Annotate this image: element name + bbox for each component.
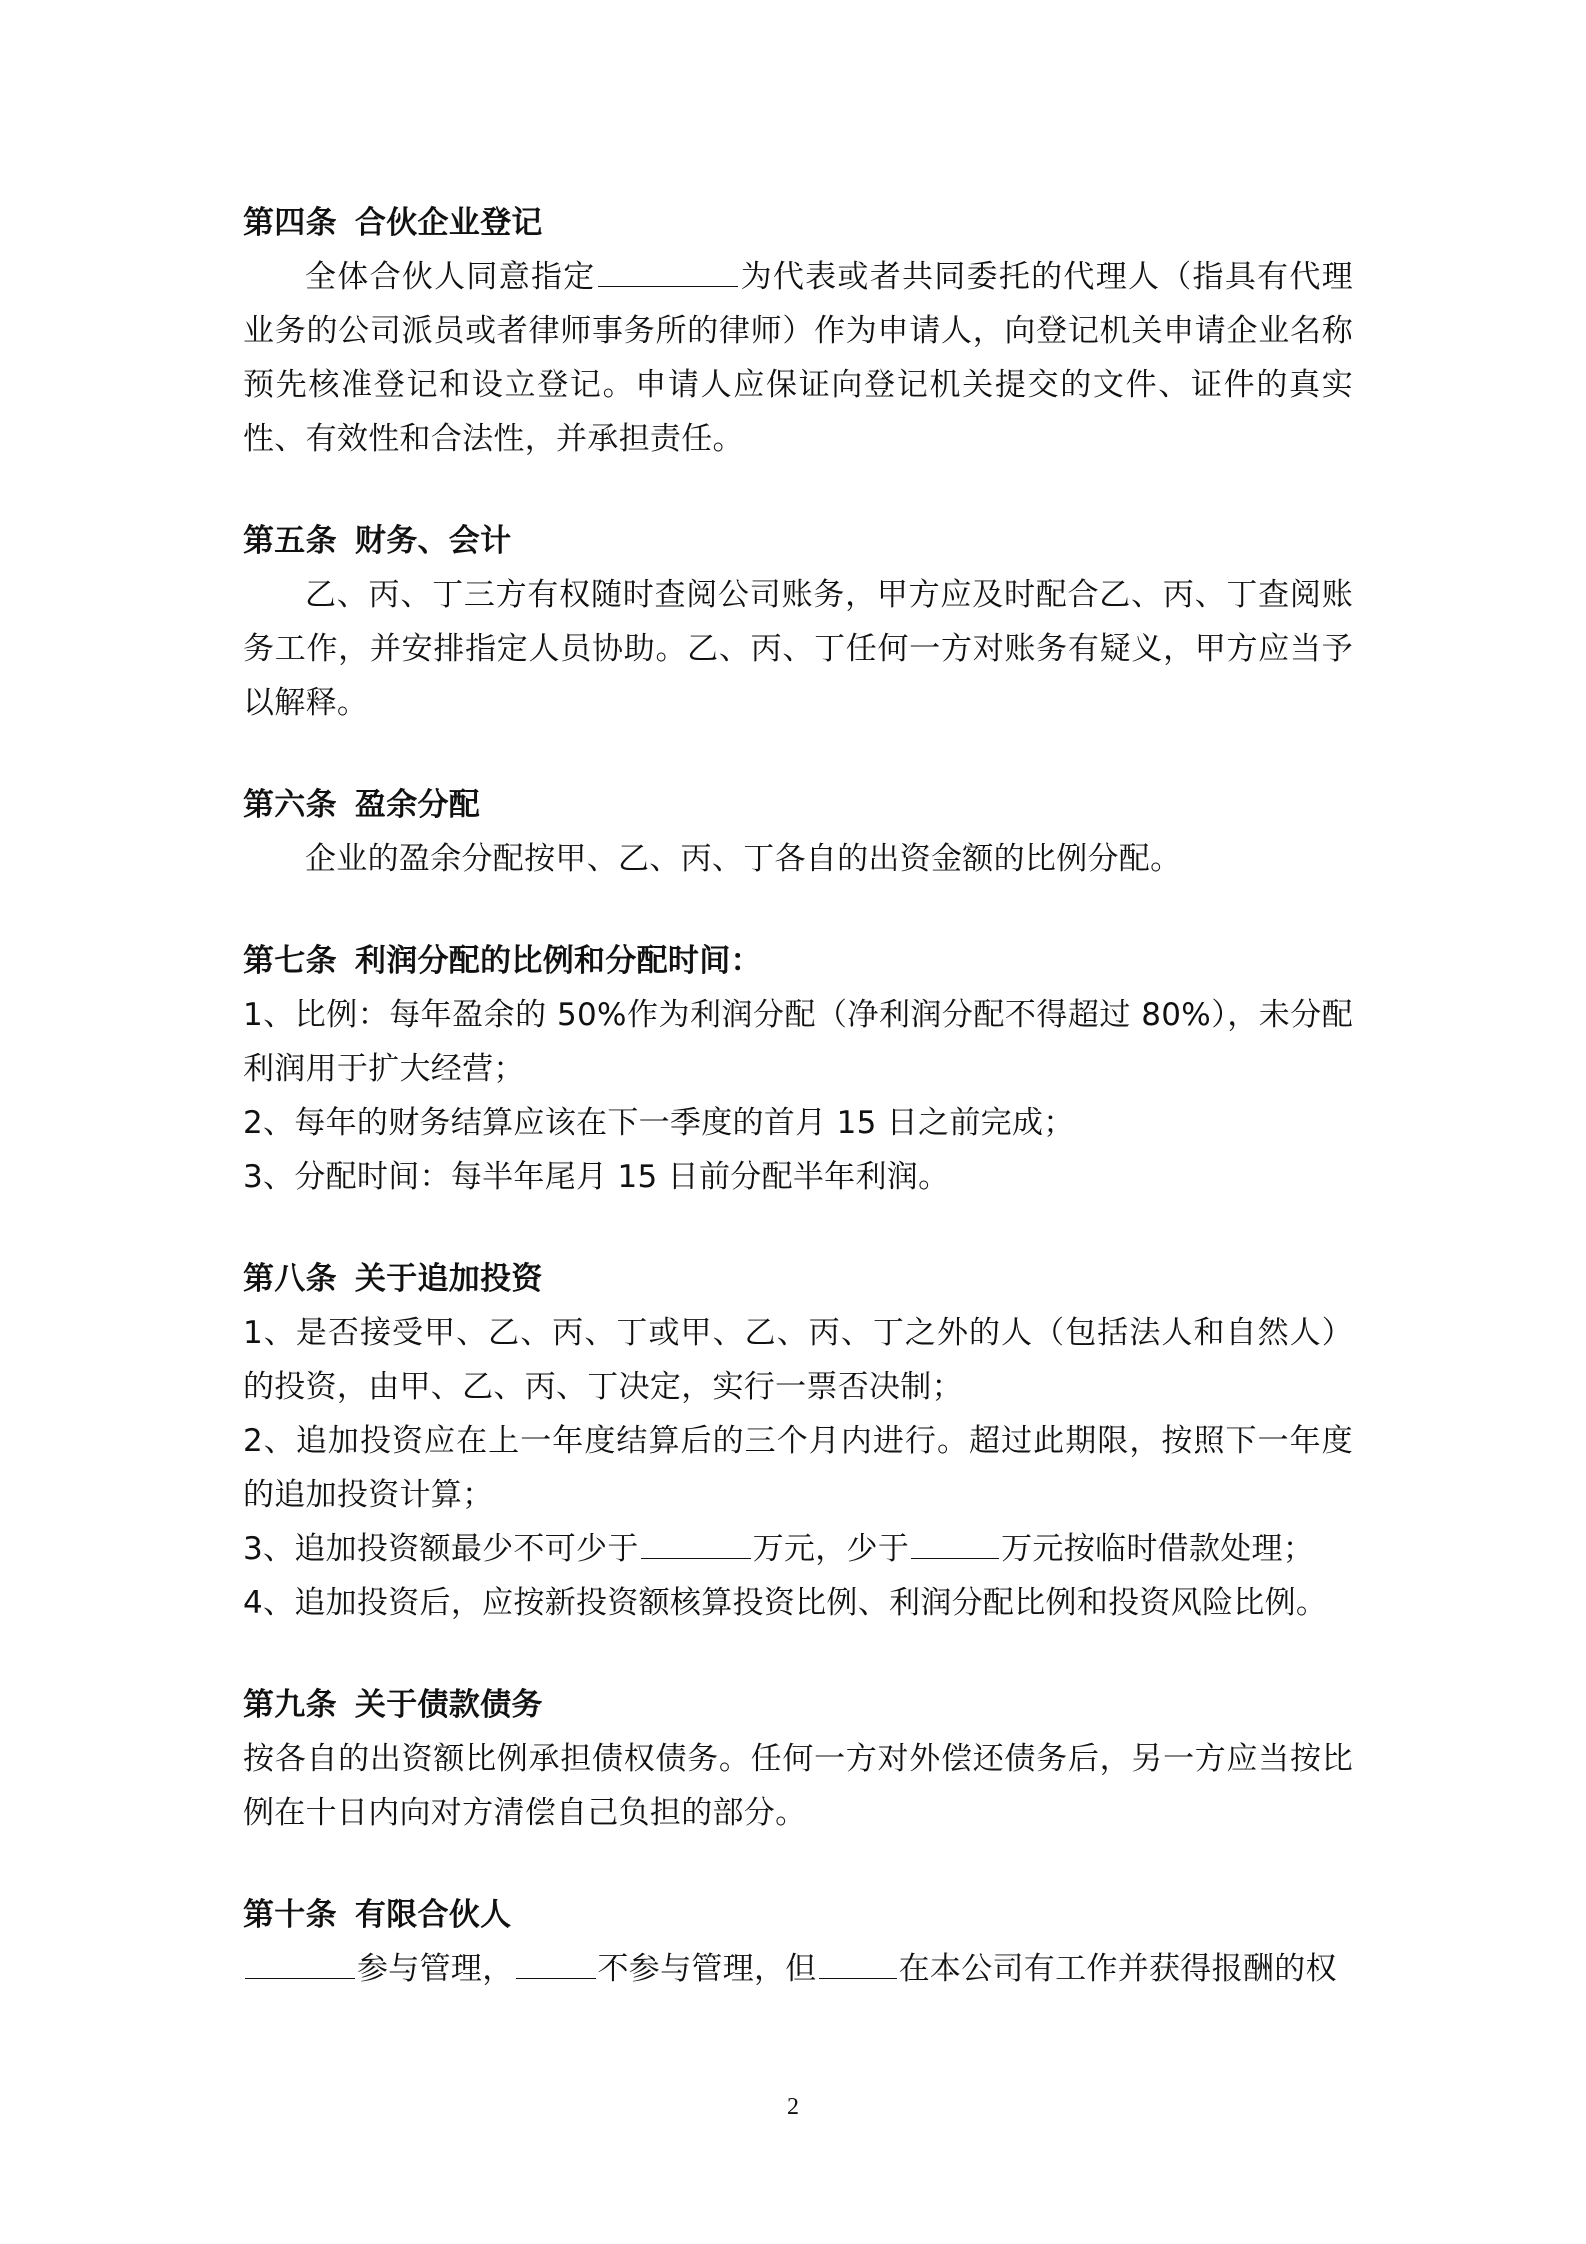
article-4 [243,196,1353,466]
list-item: 3、分配时间：每半年尾月 15 日前分配半年利润。 [243,1159,950,1195]
article-heading [243,934,1353,988]
article-title: 盈余分配 [354,787,481,823]
article-title: 关于债款债务 [354,1687,543,1723]
article-title: 利润分配的比例和分配时间： [354,943,762,979]
article-heading [243,1678,1353,1732]
article-heading [243,196,1353,250]
list-item: 1、是否接受甲、乙、丙、丁或甲、乙、丙、丁之外的人（包括法人和自然人）的投资，由甲、乙、丙、丁决定，实行一票否决制； [243,1315,1353,1405]
article-paragraph: 全体合伙人同意指定 为代表或者共同委托的代理人（指具有代理业务的公司派员或者律师事务所的律师）作为申请人，向登记机关申请企业名称预先核准登记和设立登记。申请人应保证向登记机关提交的文件、证件的真实性、有效性和合法性，并承担责任。 [243,259,1354,457]
article-paragraph: 企业的盈余分配按甲、乙、丙、丁各自的出资金额的比例分配。 [305,841,1182,877]
article-number: 第四条 [243,205,337,241]
article-title: 财务、会计 [354,523,512,559]
list-item: 2、追加投资应在上一年度结算后的三个月内进行。超过此期限，按照下一年度的追加投资计算； [243,1423,1353,1513]
article-paragraph: 按各自的出资额比例承担债权债务。任何一方对外偿还债务后，另一方应当按比例在十日内向对方清偿自己负担的部分。 [243,1741,1353,1831]
article-heading [243,1252,1353,1306]
article-number: 第八条 [243,1261,337,1297]
list-item: 1、比例：每年盈余的 50%作为利润分配（净利润分配不得超过 80%），未分配利润用于扩大经营； [243,997,1353,1087]
article-number: 第九条 [243,1687,337,1723]
article-heading [243,514,1353,568]
article-title: 关于追加投资 [354,1261,543,1297]
article-heading [243,778,1353,832]
article-number: 第十条 [243,1897,337,1933]
article-10 [243,1888,1353,1996]
article-paragraph: 乙、丙、丁三方有权随时查阅公司账务，甲方应及时配合乙、丙、丁查阅账务工作，并安排指定人员协助。乙、丙、丁任何一方对账务有疑义，甲方应当予以解释。 [243,577,1353,721]
article-8 [243,1252,1353,1630]
page-number: 2 [787,2094,799,2120]
article-title: 合伙企业登记 [354,205,543,241]
list-item: 4、追加投资后，应按新投资额核算投资比例、利润分配比例和投资风险比例。 [243,1585,1328,1621]
article-9 [243,1678,1353,1840]
blank-line [641,1532,751,1559]
article-number: 第六条 [243,787,337,823]
article-7 [243,934,1353,1204]
blank-line [819,1952,897,1979]
blank-line [516,1952,596,1979]
article-number: 第五条 [243,523,337,559]
document-body [243,196,1353,2044]
list-item: 3、追加投资额最少不可少于 万元，少于 万元按临时借款处理； [243,1531,1315,1567]
blank-line [911,1532,999,1559]
article-number: 第七条 [243,943,337,979]
article-paragraph: 参与管理， 不参与管理，但 在本公司有工作并获得报酬的权 [243,1942,1353,1996]
blank-line [598,260,738,287]
article-title: 有限合伙人 [354,1897,512,1933]
article-5 [243,514,1353,730]
article-heading [243,1888,1353,1942]
article-6 [243,778,1353,886]
list-item: 2、每年的财务结算应该在下一季度的首月 15 日之前完成； [243,1105,1075,1141]
blank-line [245,1952,355,1979]
